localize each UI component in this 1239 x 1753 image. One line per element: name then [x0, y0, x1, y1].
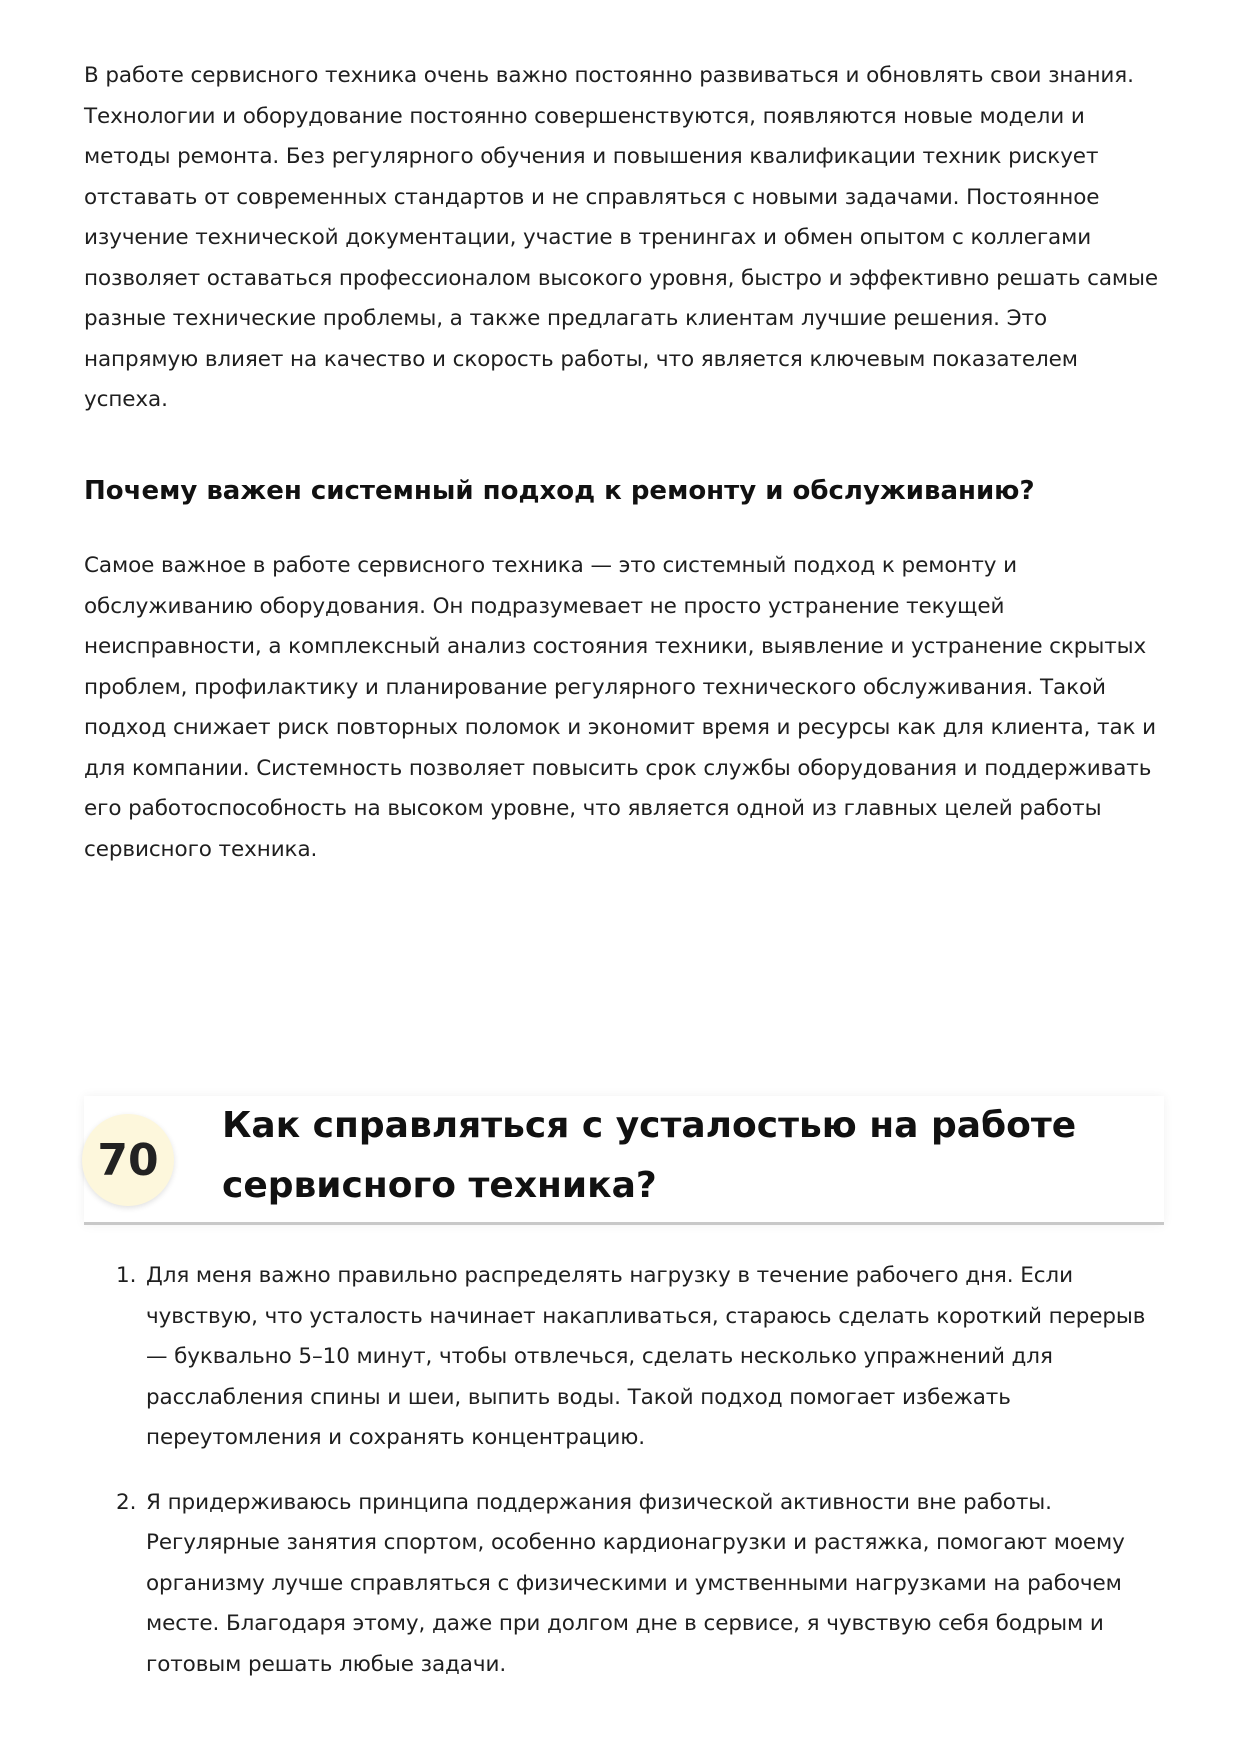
question-header	[84, 1096, 1164, 1225]
answer-list	[84, 1256, 1164, 1709]
list-item-text: Для меня важно правильно распределять нагрузку в течение рабочего дня. Если чувствую, что усталость начинает накапливаться, стараюсь сделать короткий перерыв — буквально 5–10 минут, чтобы отвлечься, сделать несколько упражнений для расслабления спины и шеи, выпить воды. Такой подход помогает избежать переутомления и сохранять концентрацию.	[146, 1263, 1146, 1450]
list-item-text: Я придерживаюсь принципа поддержания физической активности вне работы. Регулярные занятия спортом, особенно кардионагрузки и растяжка, помогают моему организму лучше справляться с физическими и умственными нагрузками на рабочем месте. Благодаря этому, даже при долгом дне в сервисе, я чувствую себя бодрым и готовым решать любые задачи.	[146, 1489, 1125, 1677]
list-item	[84, 1483, 1164, 1686]
list-item-number: 2.	[116, 1489, 137, 1515]
section-paragraph: Самое важное в работе сервисного техника — это системный подход к ремонту и обслуживанию оборудования. Он подразумевает не просто устранение текущей неисправности, а комплексный анализ состояния техники, выявление и устранение скрытых проблем, профилактику и планирование регулярного технического обслуживания. Такой подход снижает риск повторных поломок и экономит время и ресурсы как для клиента, так и для компании. Системность позволяет повысить срок службы оборудования и поддерживать его работоспособность на высоком уровне, что является одной из главных целей работы сервисного техника.	[84, 553, 1157, 862]
intro-paragraph: В работе сервисного техника очень важно постоянно развиваться и обновлять свои знания. Технологии и оборудование постоянно совершенствуются, появляются новые модели и методы ремонта. Без регулярного обучения и повышения квалификации техник рискует отставать от современных стандартов и не справляться с новыми задачами. Постоянное изучение технической документации, участие в тренингах и обмен опытом с коллегами позволяет оставаться профессионалом высокого уровня, быстро и эффективно решать самые разные технические проблемы, а также предлагать клиентам лучшие решения. Это напрямую влияет на качество и скорость работы, что является ключевым показателем успеха.	[84, 63, 1159, 412]
list-item	[84, 1256, 1164, 1459]
list-item-number: 1.	[116, 1263, 137, 1288]
section-heading: Почему важен системный подход к ремонту и обслуживанию?	[84, 476, 1035, 506]
question-number-badge: 70	[82, 1114, 174, 1206]
question-title: Как справляться с усталостью на работе сервисного техника?	[222, 1105, 1077, 1206]
